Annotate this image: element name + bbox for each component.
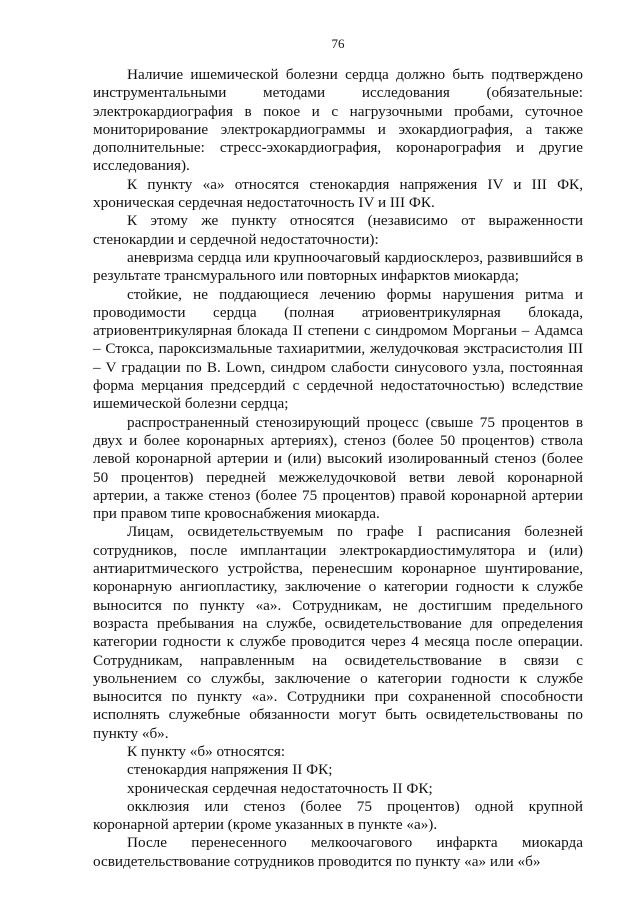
paragraph-point-a-also: К этому же пункту относятся (независимо от выраженности стенокардии и сердечной недостаточности): bbox=[93, 212, 583, 248]
paragraph-occlusion: окклюзия или стеноз (более 75 процентов) одной крупной коронарной артерии (кроме указанных в пункте «а»). bbox=[93, 797, 583, 834]
document-page bbox=[93, 36, 583, 871]
paragraph-arrhythmia: стойкие, не поддающиеся лечению формы нарушения ритма и проводимости сердца (полная атриовентрикулярная блокада, атриовентрикулярная блокада II степени с синдромом Морганьи – Адамса – Стокса, пароксизмальные тахиаритмии, желудочковая экстрасистолия III – V градации по B. Lown, синдром слабости синусового узла, постоянная форма мерцания предсердий с сердечной недостаточностью) вследствие ишемической болезни сердца; bbox=[93, 285, 583, 413]
paragraph-point-a-intro: К пункту «а» относятся стенокардия напряжения IV и III ФК, хроническая сердечная недостаточность IV и III ФК. bbox=[93, 175, 583, 212]
page-number: 76 bbox=[331, 36, 345, 51]
paragraph-after-implantation: Лицам, освидетельствуемым по графе I расписания болезней сотрудников, после имплантации электрокардиостимулятора и (или) антиаритмического устройства, перенесшим коронарное шунтирование, коронарную ангиопластику, заключение о категории годности к службе выносится по пункту «а». Сотрудникам, не достигшим предельного возраста пребывания на службе, освидетельствование для определения категории годности к службе проводится через 4 месяца после операции. Сотрудникам, направленным на освидетельствование в связи с увольнением со службы, заключение о категории годности к службе выносится по пункту «а». Сотрудники при сохраненной способности исполнять служебные обязанности могут быть освидетельствованы по пункту «б». bbox=[93, 523, 583, 742]
paragraph-aneurysm: аневризма сердца или крупноочаговый кардиосклероз, развившийся в результате трансмурального или повторных инфарктов миокарда; bbox=[93, 248, 583, 285]
paragraph-heart-failure-ii: хроническая сердечная недостаточность II ФК; bbox=[127, 779, 433, 797]
paragraph-ihd-confirmation: Наличие ишемической болезни сердца должно быть подтверждено инструментальными методами исследования (обязательные: электрокардиография в покое и с нагрузочными пробами, суточное мониторирование электрокардиограммы и эхокардиография, а также дополнительные: стресс-эхокардиография, коронарография и другие исследования). bbox=[93, 66, 583, 175]
paragraph-point-b-intro: К пункту «б» относятся: bbox=[127, 742, 286, 760]
paragraph-small-focal-infarction: После перенесенного мелкоочагового инфаркта миокарда освидетельствование сотрудников проводится по пункту «а» или «б» bbox=[93, 834, 583, 870]
paragraph-angina-ii: стенокардия напряжения II ФК; bbox=[127, 761, 333, 779]
paragraph-stenosis: распространенный стенозирующий процесс (свыше 75 процентов в двух и более коронарных артериях), стеноз (более 50 процентов) ствола левой коронарной артерии и (или) высокий изолированный стеноз (более 50 процентов) передней межжелудочковой ветви левой коронарной артерии, а также стеноз (более 75 процентов) правой коронарной артерии при правом типе кровоснабжения миокарда. bbox=[93, 413, 583, 523]
